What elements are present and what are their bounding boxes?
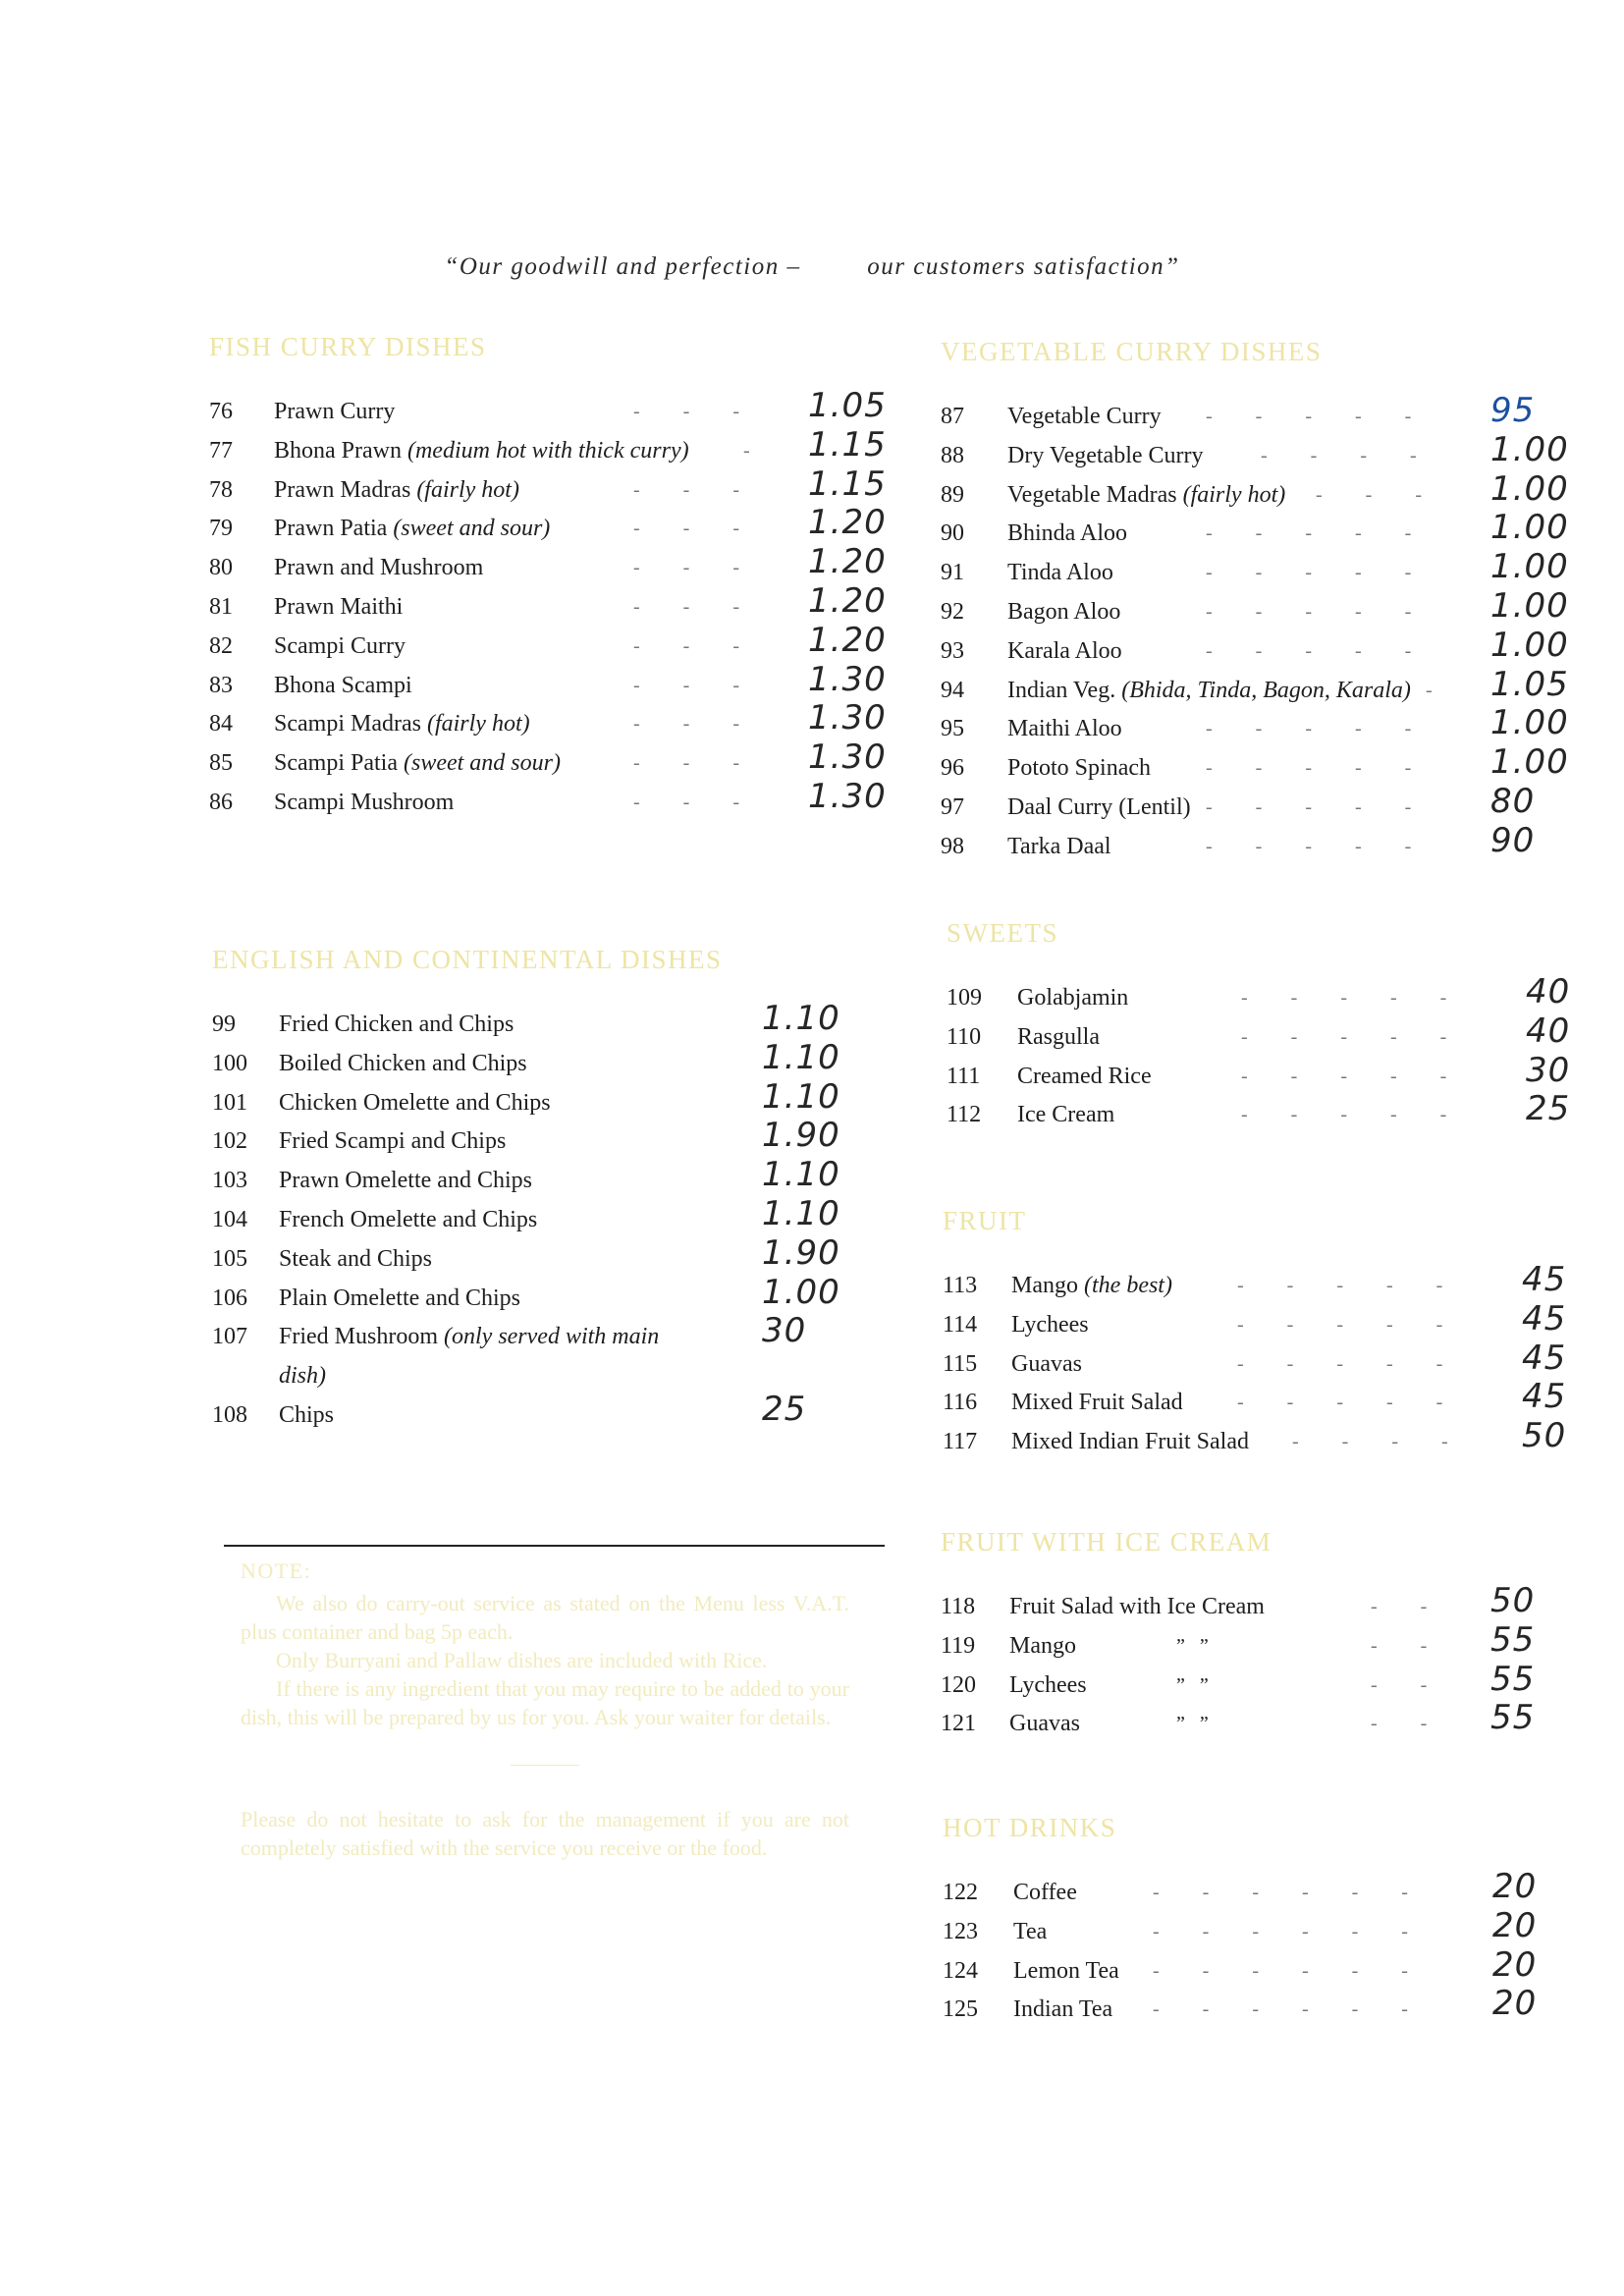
section-title: SWEETS (947, 918, 1058, 948)
menu-item (943, 1944, 1581, 1991)
menu-item (209, 424, 887, 470)
item-price: 1.00 (1490, 508, 1569, 548)
leader-dashes: ---- (1261, 444, 1460, 466)
item-number: 109 (947, 985, 982, 1011)
item-number: 95 (941, 716, 964, 742)
menu-item (209, 776, 887, 822)
item-number: 88 (941, 442, 964, 468)
item-price: 1.00 (1490, 547, 1569, 587)
leader-dashes: ----- (1206, 562, 1455, 584)
item-number: 121 (941, 1711, 976, 1737)
leader-dashes: --- (633, 634, 783, 657)
menu-item (943, 1867, 1581, 1912)
section-fish-curry (209, 332, 887, 822)
leader-dashes: --- (633, 557, 783, 579)
item-name: Lemon Tea (1013, 1957, 1119, 1984)
item-number: 110 (947, 1023, 982, 1050)
item-price: 1.90 (762, 1232, 840, 1273)
item-price: 1.00 (1490, 742, 1569, 783)
item-name: Bagon Aloo (1007, 598, 1121, 625)
item-description: (fairly hot) (420, 711, 530, 738)
item-price: 1.20 (808, 580, 887, 621)
item-price: 30 (1526, 1050, 1571, 1090)
item-price: 1.00 (1490, 625, 1569, 665)
note-title: NOTE: (241, 1558, 312, 1583)
item-number: 112 (947, 1102, 982, 1128)
menu-item (947, 1050, 1585, 1096)
sweets-item-list (947, 972, 1585, 1134)
ditto-marks: ” ” (1176, 1634, 1209, 1657)
menu-item (209, 542, 887, 587)
item-price: 40 (1526, 1011, 1571, 1051)
menu-item (209, 620, 887, 666)
menu-item (209, 738, 887, 783)
menu-item (209, 503, 887, 548)
leader-dashes: ----- (1237, 1313, 1487, 1336)
item-number: 86 (209, 789, 233, 815)
item-number: 102 (212, 1128, 247, 1155)
menu-item (209, 580, 887, 627)
item-number: 117 (943, 1429, 978, 1455)
item-number: 103 (212, 1168, 247, 1194)
leader-dashes: -- (1371, 1596, 1471, 1617)
item-name: Prawn Patia (sweet and sour) (274, 516, 551, 542)
item-price: 1.30 (808, 738, 887, 778)
leader-dashes: --- (633, 713, 783, 736)
veg-item-list (941, 391, 1579, 866)
section-sweets (947, 918, 1585, 1134)
menu-item (941, 1698, 1579, 1743)
drinks-item-list (943, 1867, 1581, 2029)
item-name: Fruit Salad with Ice Cream (1009, 1594, 1265, 1619)
item-price: 20 (1492, 1944, 1538, 1985)
item-number: 92 (941, 598, 964, 625)
note-short-rule (511, 1765, 579, 1766)
item-name: Scampi Patia (sweet and sour) (274, 750, 561, 777)
leader-dashes: ----- (1237, 1352, 1487, 1375)
fish-item-list (209, 386, 887, 822)
item-number: 120 (941, 1671, 976, 1698)
menu-item (943, 1984, 1581, 2029)
item-name: Indian Tea (1013, 1996, 1113, 2023)
menu-item (941, 508, 1579, 553)
item-price: 30 (762, 1311, 807, 1351)
item-name: Rasgulla (1017, 1023, 1100, 1050)
item-name: Mixed Indian Fruit Salad (1011, 1429, 1249, 1455)
item-price: 1.10 (762, 1037, 840, 1077)
leader-dashes: --- (633, 674, 783, 696)
menu-item (209, 698, 887, 743)
item-name: Ice Cream (1017, 1102, 1115, 1128)
item-description: (sweet and sour) (397, 750, 561, 777)
item-name: Chips (279, 1401, 335, 1428)
item-number: 77 (209, 437, 233, 464)
menu-item (941, 1581, 1579, 1626)
leader-dashes: -- (1371, 1634, 1471, 1657)
ditto-marks: ” ” (1176, 1673, 1209, 1696)
item-number: 122 (943, 1880, 978, 1905)
item-name: Prawn Omelette and Chips (279, 1168, 532, 1194)
leader-dashes: - (743, 439, 793, 462)
leader-dashes: -- (1371, 1673, 1471, 1696)
leader-dashes: ----- (1237, 1392, 1487, 1414)
menu-item (941, 1659, 1579, 1705)
leader-dashes: --- (1316, 483, 1465, 506)
item-price: 1.30 (808, 776, 887, 816)
item-price: 1.10 (762, 1193, 840, 1233)
leader-dashes: ----- (1206, 406, 1455, 427)
section-title: FISH CURRY DISHES (209, 332, 487, 361)
item-number: 105 (212, 1245, 247, 1272)
item-price: 1.05 (1490, 664, 1569, 704)
leader-dashes: --- (633, 752, 783, 775)
menu-item (941, 781, 1579, 827)
item-price: 1.10 (762, 1076, 840, 1117)
item-number: 97 (941, 793, 964, 820)
item-name: Maithi Aloo (1007, 716, 1122, 742)
item-name: Coffee (1013, 1880, 1077, 1905)
item-number: 104 (212, 1206, 247, 1232)
item-name: Guavas ” ” (1009, 1704, 1080, 1743)
item-description: (fairly hot) (410, 476, 519, 503)
item-price: 45 (1522, 1338, 1567, 1378)
item-price: 45 (1522, 1298, 1567, 1339)
leader-dashes: --- (633, 401, 783, 422)
item-price: 1.00 (1490, 585, 1569, 626)
item-price: 90 (1490, 820, 1536, 860)
section-title: HOT DRINKS (943, 1813, 1117, 1842)
tagline-left: “Our goodwill and perfection – (444, 253, 801, 280)
leader-dashes: ----- (1206, 757, 1455, 780)
item-price: 1.30 (808, 659, 887, 699)
item-number: 81 (209, 593, 233, 620)
item-number: 79 (209, 516, 233, 542)
item-number: 124 (943, 1957, 978, 1984)
item-name: Indian Veg. (Bhida, Tinda, Bagon, Karala) (1007, 677, 1411, 703)
item-price: 40 (1526, 972, 1571, 1011)
note-paragraph: We also do carry-out service as stated on the Menu less V.A.T. plus container and bag 5p each. (241, 1591, 849, 1644)
item-number: 80 (209, 555, 233, 581)
leader-dashes: ----- (1206, 835, 1455, 857)
leader-dashes: ----- (1206, 522, 1455, 545)
item-name: Scampi Curry (274, 632, 406, 659)
item-price: 1.00 (1490, 429, 1569, 469)
item-price: 55 (1490, 1619, 1536, 1660)
fruit-item-list (943, 1260, 1581, 1461)
menu-item (943, 1377, 1581, 1422)
item-number: 85 (209, 750, 233, 777)
item-description: (only served with main (438, 1324, 660, 1350)
item-name: Golabjamin (1017, 985, 1129, 1011)
item-price: 1.15 (808, 464, 887, 504)
item-name: Fried Chicken and Chips (279, 1011, 514, 1037)
item-number: 101 (212, 1089, 247, 1116)
leader-dashes: ----- (1206, 718, 1455, 740)
item-price: 1.30 (808, 698, 887, 738)
leader-dashes: ------ (1153, 1959, 1451, 1982)
item-name: Tarka Daal (1007, 833, 1111, 859)
leader-dashes: ----- (1241, 1025, 1490, 1048)
section-vegetable-curry (941, 337, 1579, 866)
item-number: 125 (943, 1996, 978, 2023)
item-number: 115 (943, 1350, 978, 1377)
item-price: 45 (1522, 1260, 1567, 1299)
item-price: 25 (762, 1389, 807, 1429)
item-name: Prawn and Mushroom (274, 555, 484, 581)
item-price: 1.90 (762, 1116, 840, 1156)
item-price: 1.20 (808, 620, 887, 660)
leader-dashes: --- (633, 595, 783, 618)
menu-item (941, 625, 1579, 671)
item-name: Prawn Curry (274, 399, 396, 424)
item-number: 99 (212, 1011, 236, 1037)
item-name: Vegetable Madras (fairly hot) (1007, 481, 1286, 508)
item-number: 87 (941, 404, 964, 429)
item-description: (sweet and sour) (387, 516, 551, 542)
item-name: Pototo Spinach (1007, 755, 1152, 782)
item-name: Mango (the best) (1011, 1273, 1172, 1298)
item-description: (the best) (1078, 1273, 1172, 1298)
item-number: 83 (209, 672, 233, 698)
item-price: 25 (1526, 1089, 1571, 1129)
item-name: Tea (1013, 1918, 1048, 1944)
item-number: 107 (212, 1324, 247, 1350)
item-description: (Bhida, Tinda, Bagon, Karala) (1115, 677, 1411, 703)
item-name: Prawn Maithi (274, 593, 404, 620)
english-item-list (212, 999, 890, 1435)
item-name: Plain Omelette and Chips (279, 1285, 520, 1311)
note-divider (224, 1545, 885, 1547)
section-title: VEGETABLE CURRY DISHES (941, 337, 1323, 366)
tagline (0, 253, 1624, 281)
leader-dashes: ------ (1153, 1882, 1451, 1903)
menu-item (941, 1619, 1579, 1666)
note-paragraph: Please do not hesitate to ask for the management if you are not completely satisfied with the service you receive or the food. (241, 1807, 849, 1860)
item-price: 80 (1490, 781, 1536, 821)
item-price: 1.00 (762, 1272, 840, 1312)
menu-item (943, 1905, 1581, 1951)
menu-item (941, 391, 1579, 436)
menu-item (209, 386, 887, 431)
leader-dashes: --- (633, 791, 783, 813)
item-price: 1.10 (762, 1155, 840, 1195)
ditto-marks: ” ” (1176, 1713, 1209, 1735)
item-number: 98 (941, 833, 964, 859)
item-number: 123 (943, 1918, 978, 1944)
leader-dashes: - (1426, 679, 1476, 701)
item-number: 108 (212, 1401, 247, 1428)
section-title: FRUIT (943, 1206, 1027, 1235)
note-paragraph: If there is any ingredient that you may require to be added to your dish, this will be prepared by us for you. Ask your waiter for details. (241, 1676, 849, 1729)
menu-item (943, 1298, 1581, 1344)
item-name: Mixed Fruit Salad (1011, 1390, 1183, 1416)
item-name: Daal Curry (Lentil) (1007, 793, 1191, 820)
section-title: ENGLISH AND CONTINENTAL DISHES (212, 945, 723, 974)
item-price: 50 (1522, 1416, 1567, 1456)
item-number: 116 (943, 1390, 978, 1416)
item-name: Dry Vegetable Curry (1007, 442, 1204, 468)
item-name: Scampi Mushroom (274, 789, 455, 815)
item-price: 1.15 (808, 424, 887, 465)
menu-item (941, 547, 1579, 592)
item-name: French Omelette and Chips (279, 1206, 538, 1232)
menu-item (209, 464, 887, 510)
item-name: Bhona Prawn (medium hot with thick curry) (274, 437, 689, 464)
note-box (241, 1557, 849, 1862)
item-number: 100 (212, 1050, 247, 1076)
leader-dashes: ----- (1206, 639, 1455, 662)
menu-item (943, 1416, 1581, 1461)
leader-dashes: --- (633, 518, 783, 540)
menu-item (212, 1389, 890, 1435)
leader-dashes: ----- (1206, 600, 1455, 623)
menu-item (941, 468, 1579, 515)
item-number: 119 (941, 1632, 976, 1659)
leader-dashes: ----- (1241, 987, 1490, 1009)
leader-dashes: -- (1371, 1713, 1471, 1735)
leader-dashes: --- (633, 478, 783, 501)
item-number: 78 (209, 476, 233, 503)
item-name: Fried Scampi and Chips (279, 1128, 507, 1155)
item-name: Scampi Madras (fairly hot) (274, 711, 530, 738)
item-name: Bhinda Aloo (1007, 520, 1128, 547)
item-name: Tinda Aloo (1007, 560, 1113, 586)
leader-dashes: ----- (1241, 1065, 1490, 1087)
item-price: 1.05 (808, 386, 887, 425)
item-name: Bhona Scampi (274, 672, 412, 698)
item-number: 90 (941, 520, 964, 547)
item-price: 1.00 (1490, 468, 1569, 509)
item-price: 55 (1490, 1698, 1536, 1738)
item-price: 55 (1490, 1659, 1536, 1699)
item-price: 95 (1490, 391, 1536, 430)
item-number: 76 (209, 399, 233, 424)
menu-item (941, 429, 1579, 475)
item-number: 113 (943, 1273, 978, 1298)
menu-item (941, 703, 1579, 748)
item-price: 1.20 (808, 542, 887, 582)
item-price: 20 (1492, 1905, 1538, 1945)
item-name: Guavas (1011, 1350, 1082, 1377)
section-title: FRUIT WITH ICE CREAM (941, 1527, 1272, 1557)
item-name: Creamed Rice (1017, 1063, 1152, 1089)
menu-item (941, 742, 1579, 788)
item-number: 96 (941, 755, 964, 782)
section-fruit (943, 1206, 1581, 1461)
item-price: 50 (1490, 1581, 1536, 1620)
leader-dashes: ----- (1237, 1275, 1487, 1296)
leader-dashes: ------ (1153, 1998, 1451, 2021)
item-name: Karala Aloo (1007, 637, 1122, 664)
item-price: 1.00 (1490, 703, 1569, 743)
item-name: Lychees ” ” (1009, 1666, 1087, 1705)
menu-item (941, 664, 1579, 710)
menu-item (943, 1260, 1581, 1305)
item-price: 1.10 (762, 999, 840, 1038)
item-name: Fried Mushroom (only served with main (279, 1324, 660, 1350)
item-price: 45 (1522, 1377, 1567, 1417)
note-paragraph: Only Burryani and Pallaw dishes are included with Rice. (276, 1648, 768, 1672)
tagline-right: our customers satisfaction” (867, 253, 1180, 280)
section-fruit-ice-cream (941, 1527, 1579, 1743)
item-number: 84 (209, 711, 233, 738)
item-number: 118 (941, 1594, 976, 1619)
leader-dashes: ------ (1153, 1920, 1451, 1942)
item-price: 1.20 (808, 503, 887, 543)
menu-item (947, 1011, 1585, 1057)
item-number: 94 (941, 677, 964, 703)
leader-dashes: ----- (1241, 1104, 1490, 1126)
leader-dashes: ---- (1292, 1431, 1491, 1453)
item-description: (medium hot with thick curry) (401, 437, 689, 464)
leader-dashes: ----- (1206, 795, 1455, 818)
menu-item (212, 1311, 890, 1356)
item-description: dish) (279, 1363, 326, 1390)
menu-item (947, 1089, 1585, 1134)
item-number: 111 (947, 1063, 981, 1089)
item-name: Mango ” ” (1009, 1626, 1076, 1666)
item-price: 20 (1492, 1867, 1538, 1906)
section-hot-drinks (943, 1813, 1581, 2029)
menu-item (943, 1338, 1581, 1384)
section-english-continental (212, 945, 890, 1435)
item-name: Vegetable Curry (1007, 404, 1162, 429)
menu-item (941, 820, 1579, 866)
item-number: 91 (941, 560, 964, 586)
item-number: 89 (941, 481, 964, 508)
item-name: Lychees (1011, 1311, 1089, 1338)
item-number: 82 (209, 632, 233, 659)
menu-item (209, 659, 887, 705)
item-name: Chicken Omelette and Chips (279, 1089, 551, 1116)
item-number: 93 (941, 637, 964, 664)
item-name: Steak and Chips (279, 1245, 432, 1272)
item-name: Boiled Chicken and Chips (279, 1050, 527, 1076)
item-number: 114 (943, 1311, 978, 1338)
item-price: 20 (1492, 1984, 1538, 2024)
item-name: Prawn Madras (fairly hot) (274, 476, 519, 503)
menu-item (941, 585, 1579, 631)
item-description: (fairly hot) (1176, 481, 1286, 508)
item-number: 106 (212, 1285, 247, 1311)
fruit-ice-item-list (941, 1581, 1579, 1743)
menu-item (947, 972, 1585, 1017)
